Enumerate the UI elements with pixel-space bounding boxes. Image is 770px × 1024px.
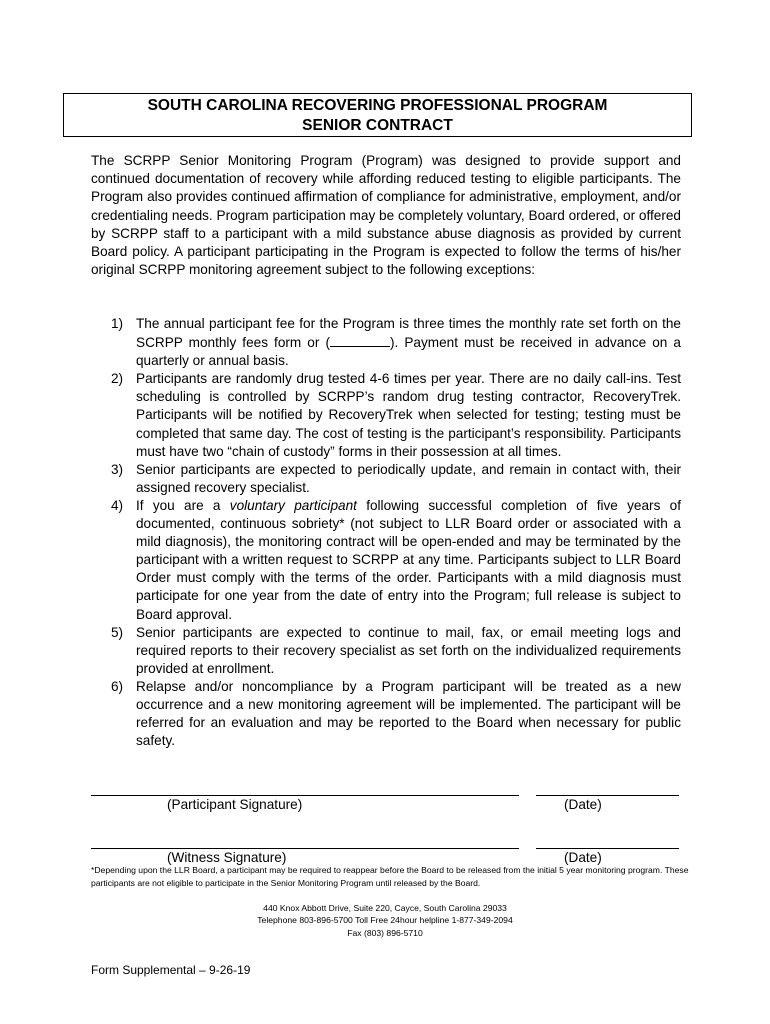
exceptions-list — [91, 315, 681, 750]
item-number: 1) — [111, 316, 124, 331]
form-id: Form Supplemental – 9-26-19 — [91, 963, 251, 977]
fee-blank[interactable] — [330, 333, 390, 347]
phone-line: Telephone 803-896-5700 Toll Free 24hour helpline 1-877-349-2094 — [257, 915, 513, 926]
list-item: 5) Senior participants are expected to continue to mail, fax, or email meeting logs and required reports to their recovery specialist as set forth on the individualized requirements provided at enrollment. — [111, 624, 681, 676]
participant-signature-line[interactable] — [91, 795, 519, 796]
item-number: 4) — [111, 497, 124, 513]
intro-paragraph: The SCRPP Senior Monitoring Program (Program) was designed to provide support and continued documentation of recovery while affording reduced testing to eligible participants. The Program also provides continued affirmation of compliance for administrative, employment, and/or credentialing needs. Program participation may be completely voluntary, Board ordered, or offered by SCRPP staff to a participant with a mild substance abuse diagnosis as provided by current Board policy. A participant participating in the Program is expected to follow the terms of his/her original SCRPP monitoring agreement subject to the following exceptions: — [91, 153, 681, 278]
participant-date-line[interactable] — [536, 795, 679, 796]
list-item: 1) The annual participant fee for the Program is three times the monthly rate set forth on the SCRPP monthly fees form or ( ). Payment must be received in advance on a quarterly or annual basis. — [111, 316, 681, 369]
list-item: 4) If you are a voluntary participant following successful completion of five years of documented, continuous sobriety* (not subject to LLR Board order or associated with a mild diagnosis), the monitoring contract will be open-ended and may be terminated by the participant with a written request to SCRPP at any time. Participants subject to LLR Board Order must comply with the terms of the order. Participants with a mild diagnosis must participate for one year from the date of entry into the Program; full release is subject to Board approval. — [111, 497, 681, 622]
witness-date-label: (Date) — [564, 850, 602, 865]
footnote: *Depending upon the LLR Board, a participant may be required to reappear before the Board to be released from the initial 5 year monitoring program. These participants are not eligible to participate in the Senior Monitoring Program until released by the Board. — [91, 865, 689, 888]
list-item: 3) Senior participants are expected to periodically update, and remain in contact with, their assigned recovery specialist. — [111, 461, 681, 495]
item-number: 5) — [111, 624, 124, 640]
list-item: 2) Participants are randomly drug tested 4-6 times per year. There are no daily call-ins. Test scheduling is controlled by SCRPP’s random drug testing contractor, RecoveryTrek. Participants will be notified by RecoveryTrek when selected for testing; testing must be completed that same day. The cost of testing is the participant’s responsibility. Participants must have two “chain of custody” forms in their possession at all times. — [111, 371, 681, 459]
list-item: 6) Relapse and/or noncompliance by a Program participant will be treated as a new occurrence and a new monitoring agreement will be implemented. The participant will be referred for an evaluation and may be reported to the Board when necessary for public safety. — [111, 678, 681, 749]
item-number: 2) — [111, 371, 124, 387]
witness-signature-label: (Witness Signature) — [167, 850, 287, 865]
page-subtitle: SENIOR CONTRACT — [302, 117, 453, 134]
participant-date-label: (Date) — [564, 797, 602, 812]
address-line: 440 Knox Abbott Drive, Suite 220, Cayce, South Carolina 29033 — [263, 903, 507, 913]
item-number: 6) — [111, 678, 124, 694]
witness-signature-line[interactable] — [91, 848, 519, 849]
participant-signature-label: (Participant Signature) — [167, 797, 303, 812]
fax-line: Fax (803) 896-5710 — [347, 927, 423, 938]
address-block — [190, 902, 580, 939]
witness-date-line[interactable] — [536, 848, 679, 849]
title-box — [63, 93, 692, 137]
page-title: SOUTH CAROLINA RECOVERING PROFESSIONAL PROGRAM — [147, 97, 608, 114]
item-number: 3) — [111, 461, 124, 477]
